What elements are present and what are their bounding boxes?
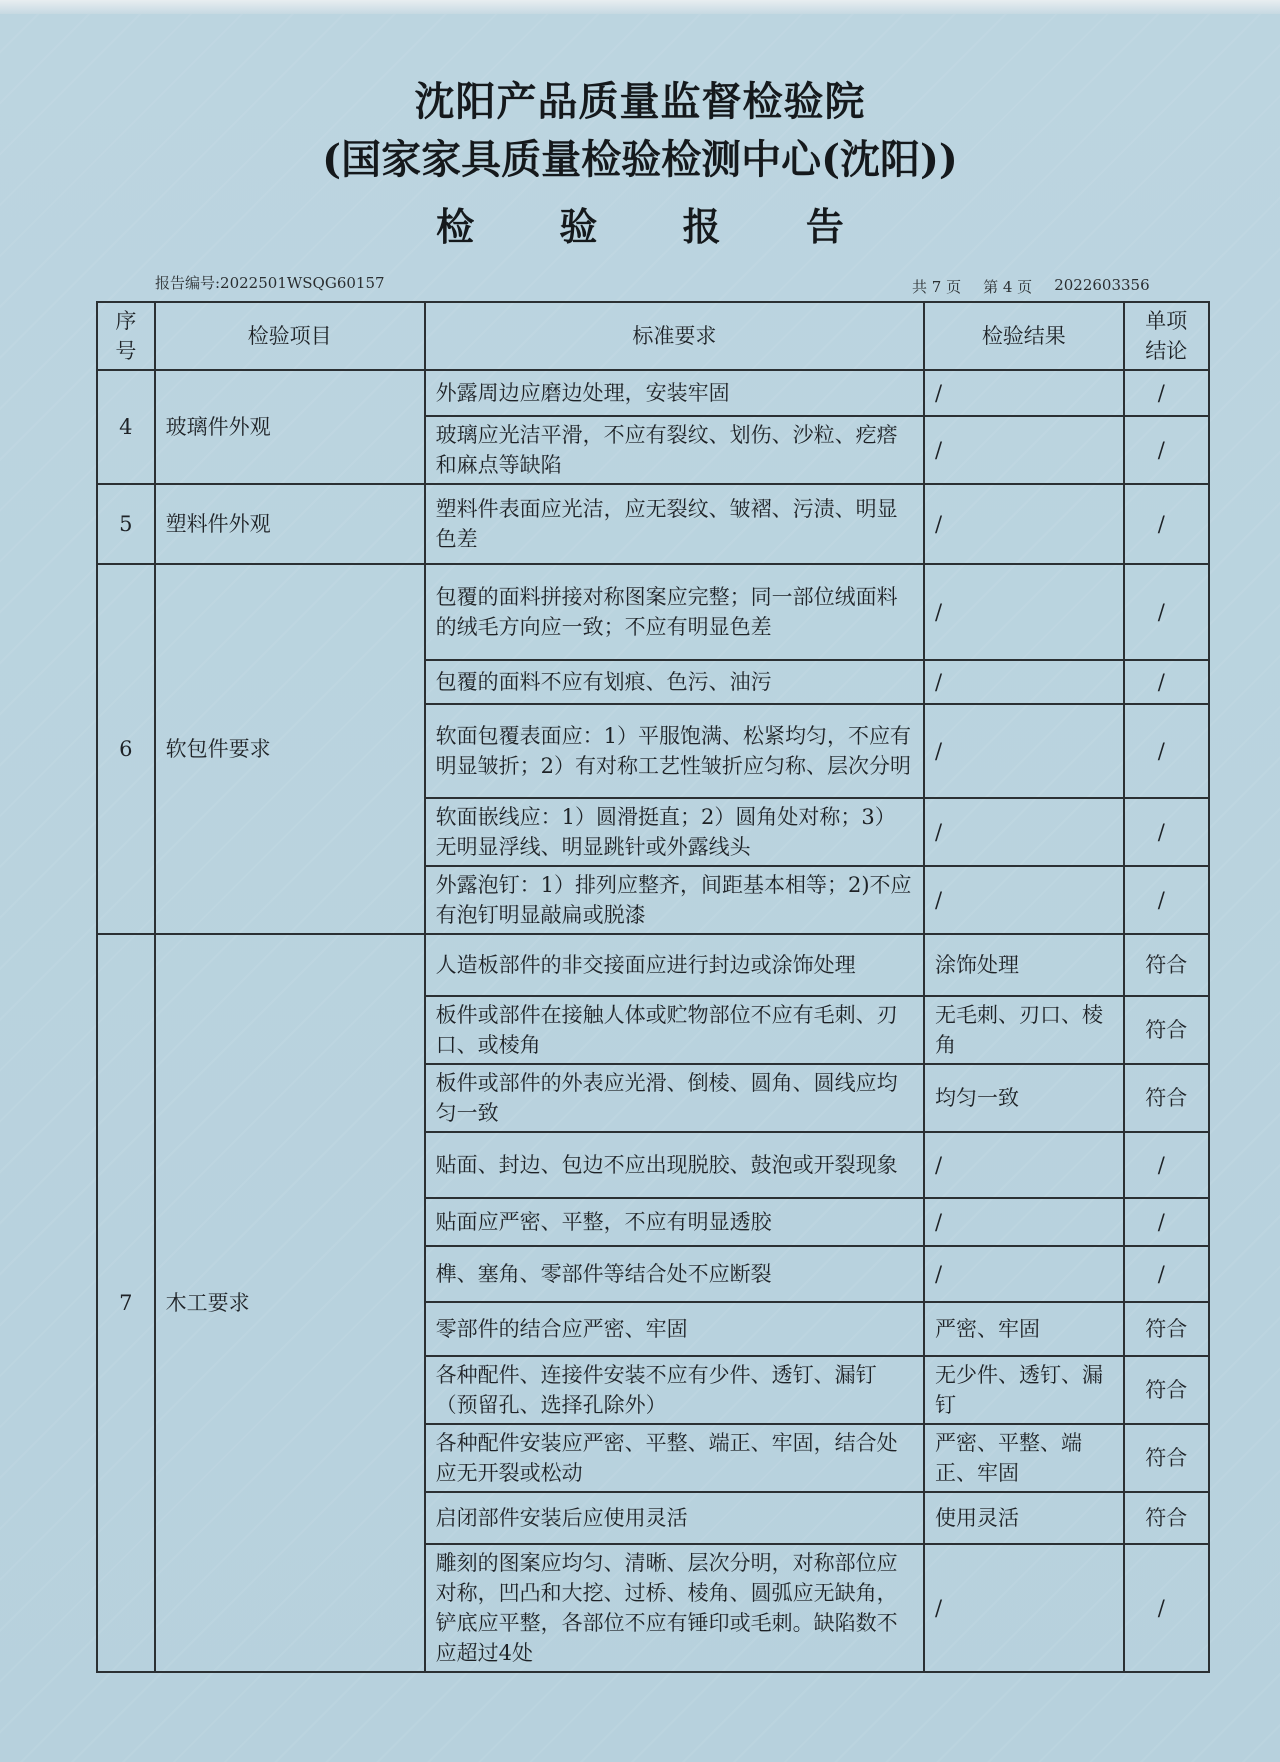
inspection-result: 使用灵活 xyxy=(924,1492,1124,1544)
standard-requirement: 塑料件表面应光洁，应无裂纹、皱褶、污渍、明显色差 xyxy=(425,484,924,564)
item-conclusion: 符合 xyxy=(1124,1492,1209,1544)
item-conclusion: 符合 xyxy=(1124,934,1209,996)
standard-requirement: 榫、塞角、零部件等结合处不应断裂 xyxy=(425,1246,924,1302)
inspection-table xyxy=(96,301,1210,1673)
serial-number: 2022603356 xyxy=(1054,276,1150,294)
inspection-result: / xyxy=(924,1246,1124,1302)
standard-requirement: 贴面应严密、平整，不应有明显透胶 xyxy=(425,1198,924,1246)
item-conclusion: / xyxy=(1124,370,1209,416)
table-row xyxy=(97,564,1209,660)
item-number: 4 xyxy=(97,370,155,484)
item-conclusion: / xyxy=(1124,1132,1209,1198)
table-row xyxy=(97,484,1209,564)
standard-requirement: 玻璃应光洁平滑，不应有裂纹、划伤、沙粒、疙瘩和麻点等缺陷 xyxy=(425,416,924,484)
inspection-item: 玻璃件外观 xyxy=(155,370,425,484)
inspection-item: 塑料件外观 xyxy=(155,484,425,564)
col-header-no xyxy=(97,302,155,370)
col-header-item: 检验项目 xyxy=(155,302,425,370)
item-number: 5 xyxy=(97,484,155,564)
standard-requirement: 包覆的面料不应有划痕、色污、油污 xyxy=(425,660,924,704)
inspection-result: 无毛刺、刃口、棱角 xyxy=(924,996,1124,1064)
standard-requirement: 零部件的结合应严密、牢固 xyxy=(425,1302,924,1356)
col-header-conclusion-line2: 结论 xyxy=(1145,339,1188,363)
total-pages: 共 7 页 xyxy=(912,278,962,296)
standard-requirement: 各种配件、连接件安装不应有少件、透钉、漏钉（预留孔、选择孔除外） xyxy=(425,1356,924,1424)
item-conclusion: / xyxy=(1124,484,1209,564)
standard-requirement: 贴面、封边、包边不应出现脱胶、鼓泡或开裂现象 xyxy=(425,1132,924,1198)
item-conclusion: 符合 xyxy=(1124,1356,1209,1424)
inspection-result: / xyxy=(924,416,1124,484)
org-name: 沈阳产品质量监督检验院 xyxy=(414,78,866,125)
item-conclusion: 符合 xyxy=(1124,1064,1209,1132)
item-conclusion: / xyxy=(1124,1544,1209,1672)
table-row xyxy=(97,934,1209,996)
col-header-conclusion xyxy=(1124,302,1209,370)
org-subtitle: (国家家具质量检验检测中心(沈阳)) xyxy=(322,136,958,183)
document-title: 检 验 报 告 xyxy=(436,204,880,249)
col-header-no-line2: 号 xyxy=(115,339,137,363)
item-conclusion: / xyxy=(1124,1198,1209,1246)
inspection-result: / xyxy=(924,660,1124,704)
item-number: 6 xyxy=(97,564,155,934)
page-info xyxy=(912,276,1150,297)
report-number: 报告编号:2022501WSQG60157 xyxy=(155,274,385,292)
col-header-standard: 标准要求 xyxy=(425,302,924,370)
inspection-result: 涂饰处理 xyxy=(924,934,1124,996)
inspection-result: / xyxy=(924,370,1124,416)
item-conclusion: / xyxy=(1124,660,1209,704)
standard-requirement: 各种配件安装应严密、平整、端正、牢固，结合处应无开裂或松动 xyxy=(425,1424,924,1492)
scan-edge xyxy=(0,0,1280,14)
standard-requirement: 人造板部件的非交接面应进行封边或涂饰处理 xyxy=(425,934,924,996)
item-conclusion: / xyxy=(1124,1246,1209,1302)
item-conclusion: / xyxy=(1124,798,1209,866)
item-conclusion: / xyxy=(1124,866,1209,934)
inspection-result: / xyxy=(924,564,1124,660)
item-conclusion: / xyxy=(1124,564,1209,660)
page-number: 第 4 页 xyxy=(983,278,1033,296)
table-body xyxy=(97,370,1209,1672)
item-conclusion: 符合 xyxy=(1124,1302,1209,1356)
table-header-row xyxy=(97,302,1209,370)
standard-requirement: 外露泡钉：1）排列应整齐，间距基本相等；2)不应有泡钉明显敲扁或脱漆 xyxy=(425,866,924,934)
standard-requirement: 板件或部件的外表应光滑、倒棱、圆角、圆线应均匀一致 xyxy=(425,1064,924,1132)
item-number: 7 xyxy=(97,934,155,1672)
item-conclusion: / xyxy=(1124,704,1209,798)
inspection-result: / xyxy=(924,1132,1124,1198)
standard-requirement: 雕刻的图案应均匀、清晰、层次分明，对称部位应对称，凹凸和大挖、过桥、棱角、圆弧应无缺角，铲底应平整，各部位不应有锤印或毛刺。缺陷数不应超过4处 xyxy=(425,1544,924,1672)
inspection-result: / xyxy=(924,798,1124,866)
inspection-item: 软包件要求 xyxy=(155,564,425,934)
inspection-result: / xyxy=(924,1544,1124,1672)
item-conclusion: 符合 xyxy=(1124,996,1209,1064)
inspection-result: 严密、平整、端正、牢固 xyxy=(924,1424,1124,1492)
standard-requirement: 软面嵌线应：1）圆滑挺直；2）圆角处对称；3）无明显浮线、明显跳针或外露线头 xyxy=(425,798,924,866)
inspection-result: 无少件、透钉、漏钉 xyxy=(924,1356,1124,1424)
inspection-result: 严密、牢固 xyxy=(924,1302,1124,1356)
inspection-item: 木工要求 xyxy=(155,934,425,1672)
item-conclusion: 符合 xyxy=(1124,1424,1209,1492)
col-header-conclusion-line1: 单项 xyxy=(1145,309,1188,333)
standard-requirement: 启闭部件安装后应使用灵活 xyxy=(425,1492,924,1544)
table-row xyxy=(97,370,1209,416)
standard-requirement: 包覆的面料拼接对称图案应完整；同一部位绒面料的绒毛方向应一致；不应有明显色差 xyxy=(425,564,924,660)
inspection-result: / xyxy=(924,1198,1124,1246)
inspection-result: / xyxy=(924,704,1124,798)
standard-requirement: 外露周边应磨边处理，安装牢固 xyxy=(425,370,924,416)
standard-requirement: 板件或部件在接触人体或贮物部位不应有毛刺、刃口、或棱角 xyxy=(425,996,924,1064)
col-header-no-line1: 序 xyxy=(115,309,137,333)
standard-requirement: 软面包覆表面应：1）平服饱满、松紧均匀，不应有明显皱折；2）有对称工艺性皱折应匀称、层次分明 xyxy=(425,704,924,798)
inspection-result: / xyxy=(924,866,1124,934)
col-header-result: 检验结果 xyxy=(924,302,1124,370)
inspection-result: 均匀一致 xyxy=(924,1064,1124,1132)
item-conclusion: / xyxy=(1124,416,1209,484)
inspection-result: / xyxy=(924,484,1124,564)
